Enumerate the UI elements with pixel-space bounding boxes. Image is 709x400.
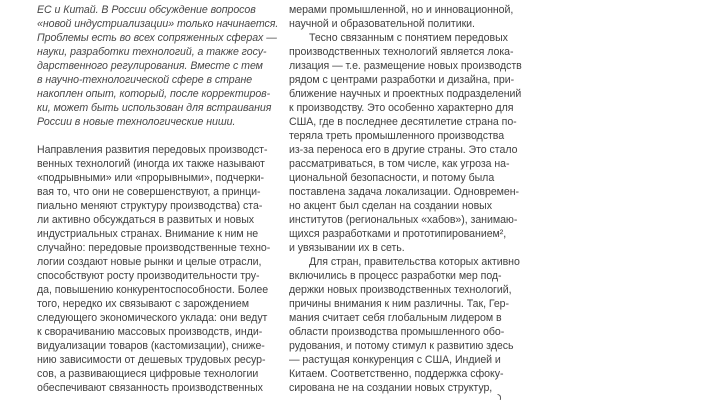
text-line: обеспечивают связанность производственных [37,382,263,394]
text-line: того, нередко их связывают с зарождением [37,298,249,310]
text-line: сирована не на создании новых структур, [289,382,493,394]
text-line: к производству. Это особенно характерно для [289,102,514,114]
text-line: включились в процесс разработки мер под- [289,270,502,282]
text-line: ближение научных и проектных подразделений [289,88,522,100]
text-line: Проблемы есть во всех сопряженных сферах — [37,32,277,44]
text-line: индустриальных странах. Внимание к ним не [37,228,259,240]
text-line: Для стран, правительства которых активно [309,256,520,268]
text-line: случайно: передовые производственные техно- [37,242,271,254]
text-line: Тесно связанным с понятием передовых [309,32,508,44]
text-line: венных технологий (иногда их также называют [37,158,265,170]
text-line: науки, разработки технологий, а также госу- [37,46,267,58]
text-line: институтов (региональных «хабов»), занимаю- [289,214,518,226]
text-line: производственных технологий является лока- [289,46,514,58]
text-line: причины внимания к ним различны. Так, Гер- [289,298,510,310]
text-line: США, где в последнее десятилетие страна по- [289,116,517,128]
clipped-character-fragment [497,393,502,400]
text-line: да, повышению конкурентоспособности. Более [37,284,269,296]
text-line: России в новые технологические ниши. [37,116,236,128]
text-line: рудования, и потому стимул к развитию здесь [289,340,514,352]
text-line: к сворачиванию массовых производств, инди- [37,326,263,338]
text-line: логии создают новые рынки и целые отрасли, [37,256,262,268]
text-line: щихся разработками и прототипированием², [289,228,507,240]
left-column [37,3,280,395]
text-line: и увязывании их в сеть. [289,242,405,254]
text-line: «подрывными» или «прорывными», подчерки- [37,172,265,184]
text-line: ЕС и Китай. В России обсуждение вопросов [37,4,256,16]
text-line: ли активно обсуждаться в развитых и новых [37,214,255,226]
text-line: циональной безопасности, и потому была [289,172,495,184]
text-line: но акцент был сделан на создании новых [289,200,492,212]
text-line: способствуют росту производительности тру- [37,270,260,282]
text-line: рассматриваться, в том числе, как угроза на- [289,158,510,170]
intro-italic-paragraph [37,3,280,129]
text-line: из-за переноса его в другие страны. Это стало [289,144,518,156]
right-column [289,3,539,395]
text-line: ки, может быть использован для встраивания [37,102,272,114]
text-line: вая то, что они не совершенствуют, а принци- [37,186,261,198]
text-line: накоплен опыт, который, после корректиров- [37,88,271,100]
text-line: Китаем. Соответственно, поддержка сфоку- [289,368,504,380]
text-line: следующего экономического уклада: они ведут [37,312,268,324]
text-line: лизация — т.е. размещение новых производств [289,60,522,72]
text-line: рядом с центрами разработки и дизайна, при- [289,74,515,86]
text-line: дарственного регулирования. Вместе с тем [37,60,263,72]
text-line: мерами промышленной, но и инновационной, [289,4,514,16]
text-line: сов, а развивающиеся цифровые технологии [37,368,259,380]
text-line: пиально меняют структуру производства) ста- [37,200,263,212]
text-line: — растущая конкуренция с США, Индией и [289,354,501,366]
text-line: научной и образовательной политики. [289,18,475,30]
text-line: поставлена задача локализации. Одновремен- [289,186,520,198]
text-line: нию зависимости от дешевых трудовых ресур- [37,354,266,366]
text-line: видуализации товаров (кастомизации), сниже- [37,340,265,352]
text-line: Направления развития передовых производст- [37,144,268,156]
text-line: в научно-технологической сфере в стране [37,74,253,86]
text-line: «новой индустриализации» только начинается. [37,18,279,30]
text-line: держки новых производственных технологий, [289,284,512,296]
text-line: области производства промышленного обо- [289,326,505,338]
left-body-paragraph [37,143,280,395]
text-line: мания считает себя глобальным лидером в [289,312,502,324]
text-line: теряла треть промышленного производства [289,130,505,142]
